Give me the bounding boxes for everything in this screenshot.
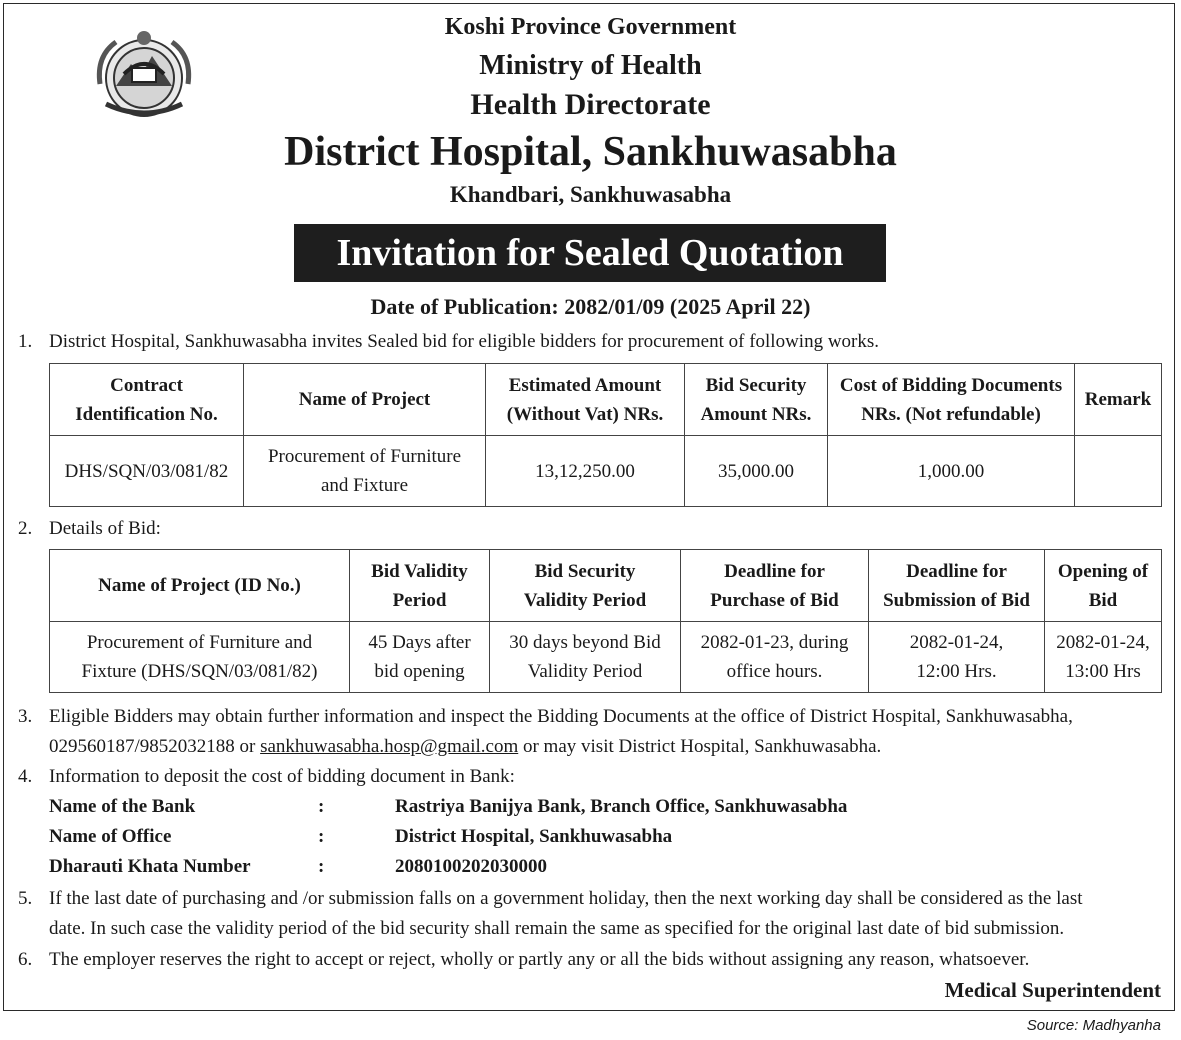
column-header: Name of Project (ID No.)	[50, 550, 350, 622]
bid-details-table	[49, 549, 1162, 693]
item-4-text: Information to deposit the cost of bidding document in Bank:	[49, 766, 515, 787]
notice-title: Invitation for Sealed Quotation	[294, 224, 886, 282]
item-1-text: District Hospital, Sankhuwasabha invites Sealed bid for eligible bidders for procurement of following works.	[49, 331, 880, 352]
column-header: Deadline for Submission of Bid	[869, 550, 1045, 622]
table-cell: 30 days beyond Bid Validity Period	[490, 622, 681, 693]
table-cell: 35,000.00	[685, 436, 828, 507]
header-address: Khandbari, Sankhuwasabha	[449, 182, 732, 207]
publication-date: Date of Publication: 2082/01/09 (2025 April 22)	[370, 294, 811, 319]
item-5-line-1: If the last date of purchasing and /or submission falls on a government holiday, then the next working day shall be considered as the last	[49, 888, 1083, 909]
table-cell: 13,12,250.00	[486, 436, 685, 507]
table-row	[50, 622, 1162, 693]
source-credit: Source: Madhyanha	[1026, 1017, 1161, 1034]
table-cell: Procurement of Furniture and Fixture (DHS/SQN/03/081/82)	[50, 622, 350, 693]
header-ministry: Ministry of Health	[479, 50, 702, 81]
table-cell: 1,000.00	[828, 436, 1075, 507]
column-header: Bid Validity Period	[350, 550, 490, 622]
bank-colon: :	[318, 856, 325, 877]
bank-name-label: Name of the Bank	[49, 796, 196, 817]
email-link[interactable]: sankhuwasabha.hosp@gmail.com	[260, 736, 519, 757]
column-header: Cost of Bidding Documents NRs. (Not refundable)	[828, 364, 1075, 436]
item-2-text: Details of Bid:	[49, 518, 161, 539]
table-header-row	[50, 550, 1162, 622]
header-directorate: Health Directorate	[470, 88, 711, 121]
signature: Medical Superintendent	[944, 978, 1161, 1002]
bank-colon: :	[318, 796, 325, 817]
column-header: Bid Security Amount NRs.	[685, 364, 828, 436]
column-header: Remark	[1075, 364, 1162, 436]
visit-text: or may visit District Hospital, Sankhuwasabha.	[518, 736, 882, 757]
contract-table	[49, 363, 1162, 507]
item-5-line-2: date. In such case the validity period of the bid security shall remain the same as specified for the original last date of bid submission.	[49, 918, 1065, 939]
column-header: Opening of Bid	[1045, 550, 1162, 622]
header-hospital: District Hospital, Sankhuwasabha	[284, 129, 897, 175]
item-number: 3.	[18, 706, 33, 727]
column-header: Contract Identification No.	[50, 364, 244, 436]
office-name-label: Name of Office	[49, 826, 172, 847]
contact-phones: 029560187/9852032188 or	[49, 736, 261, 757]
table-cell: 2082-01-23, during office hours.	[681, 622, 869, 693]
item-number: 1.	[18, 331, 33, 352]
table-cell	[1075, 436, 1162, 507]
item-number: 4.	[18, 766, 33, 787]
table-cell: 2082-01-24, 12:00 Hrs.	[869, 622, 1045, 693]
column-header: Bid Security Validity Period	[490, 550, 681, 622]
item-number: 6.	[18, 949, 33, 970]
table-cell: Procurement of Furniture and Fixture	[244, 436, 486, 507]
item-number: 5.	[18, 888, 33, 909]
column-header: Deadline for Purchase of Bid	[681, 550, 869, 622]
header-province: Koshi Province Government	[444, 14, 737, 40]
office-name-value: District Hospital, Sankhuwasabha	[395, 826, 673, 847]
table-row	[50, 436, 1162, 507]
table-header-row	[50, 364, 1162, 436]
table-cell: 45 Days after bid opening	[350, 622, 490, 693]
item-number: 2.	[18, 518, 33, 539]
bank-colon: :	[318, 826, 325, 847]
table-cell: 2082-01-24, 13:00 Hrs	[1045, 622, 1162, 693]
column-header: Estimated Amount (Without Vat) NRs.	[486, 364, 685, 436]
khata-number-value: 2080100202030000	[395, 856, 547, 877]
bank-name-value: Rastriya Banijya Bank, Branch Office, Sankhuwasabha	[395, 796, 848, 817]
khata-number-label: Dharauti Khata Number	[49, 856, 251, 877]
item-6-text: The employer reserves the right to accept or reject, wholly or partly any or all the bids without assigning any reason, whatsoever.	[49, 949, 1030, 970]
column-header: Name of Project	[244, 364, 486, 436]
item-3-line-1: Eligible Bidders may obtain further information and inspect the Bidding Documents at the office of District Hospital, Sankhuwasabha,	[49, 706, 1073, 727]
table-cell: DHS/SQN/03/081/82	[50, 436, 244, 507]
item-3-line-2	[49, 732, 881, 762]
